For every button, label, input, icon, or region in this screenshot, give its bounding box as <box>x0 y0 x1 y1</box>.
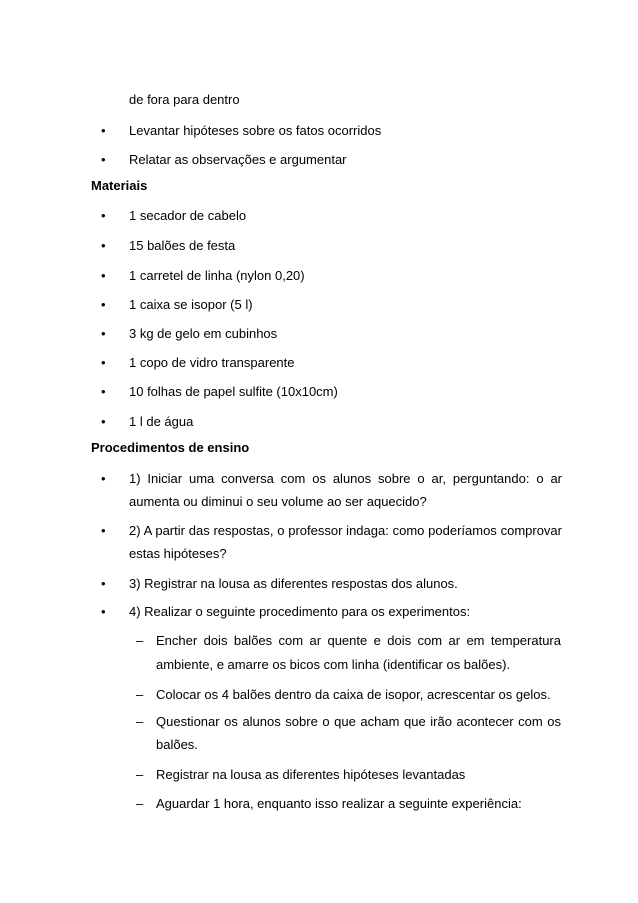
substep-line: Questionar os alunos sobre o que acham que irão acontecer com os <box>156 714 561 729</box>
substep-line: Aguardar 1 hora, enquanto isso realizar a seguinte experiência: <box>156 796 522 811</box>
bullet-icon <box>101 471 111 487</box>
procedure-step-line: 2) A partir das respostas, o professor indaga: como poderíamos comprovar <box>129 523 562 538</box>
bullet-icon <box>101 238 111 254</box>
material-item: 3 kg de gelo em cubinhos <box>129 326 278 341</box>
bullet-icon <box>101 604 111 620</box>
objective-continuation: de fora para dentro <box>129 92 240 107</box>
material-item: 10 folhas de papel sulfite (10x10cm) <box>129 384 338 399</box>
bullet-icon <box>101 576 111 592</box>
materials-heading: Materiais <box>91 178 148 193</box>
bullet-icon <box>101 268 111 284</box>
material-item: 1 l de água <box>129 414 194 429</box>
material-item: 1 copo de vidro transparente <box>129 355 295 370</box>
objective-item: Levantar hipóteses sobre os fatos ocorridos <box>129 123 382 138</box>
bullet-icon <box>101 355 111 371</box>
dash-icon <box>136 767 143 783</box>
dash-icon <box>136 633 143 649</box>
bullet-icon <box>101 152 111 168</box>
substep-line: Encher dois balões com ar quente e dois com ar em temperatura <box>156 633 561 648</box>
bullet-icon <box>101 208 111 224</box>
dash-icon <box>136 714 143 730</box>
material-item: 1 secador de cabelo <box>129 208 247 223</box>
bullet-icon <box>101 384 111 400</box>
procedure-step-line: 1) Iniciar uma conversa com os alunos sobre o ar, perguntando: o ar <box>129 471 562 486</box>
procedure-step-line: estas hipóteses? <box>129 546 227 561</box>
substep-line: ambiente, e amarre os bicos com linha (identificar os balões). <box>156 657 511 672</box>
bullet-icon <box>101 523 111 539</box>
bullet-icon <box>101 414 111 430</box>
dash-icon <box>136 687 143 703</box>
material-item: 15 balões de festa <box>129 238 236 253</box>
dash-icon <box>136 796 143 812</box>
procedures-heading: Procedimentos de ensino <box>91 440 250 455</box>
procedure-step-line: 3) Registrar na lousa as diferentes respostas dos alunos. <box>129 576 458 591</box>
substep-line: Registrar na lousa as diferentes hipóteses levantadas <box>156 767 466 782</box>
substep-line: balões. <box>156 737 198 752</box>
procedure-step-line: 4) Realizar o seguinte procedimento para os experimentos: <box>129 604 471 619</box>
procedure-step-line: aumenta ou diminui o seu volume ao ser aquecido? <box>129 494 427 509</box>
bullet-icon <box>101 297 111 313</box>
substep-line: Colocar os 4 balões dentro da caixa de isopor, acrescentar os gelos. <box>156 687 551 702</box>
material-item: 1 caixa se isopor (5 l) <box>129 297 253 312</box>
material-item: 1 carretel de linha (nylon 0,20) <box>129 268 305 283</box>
objective-item: Relatar as observações e argumentar <box>129 152 347 167</box>
bullet-icon <box>101 123 111 139</box>
bullet-icon <box>101 326 111 342</box>
